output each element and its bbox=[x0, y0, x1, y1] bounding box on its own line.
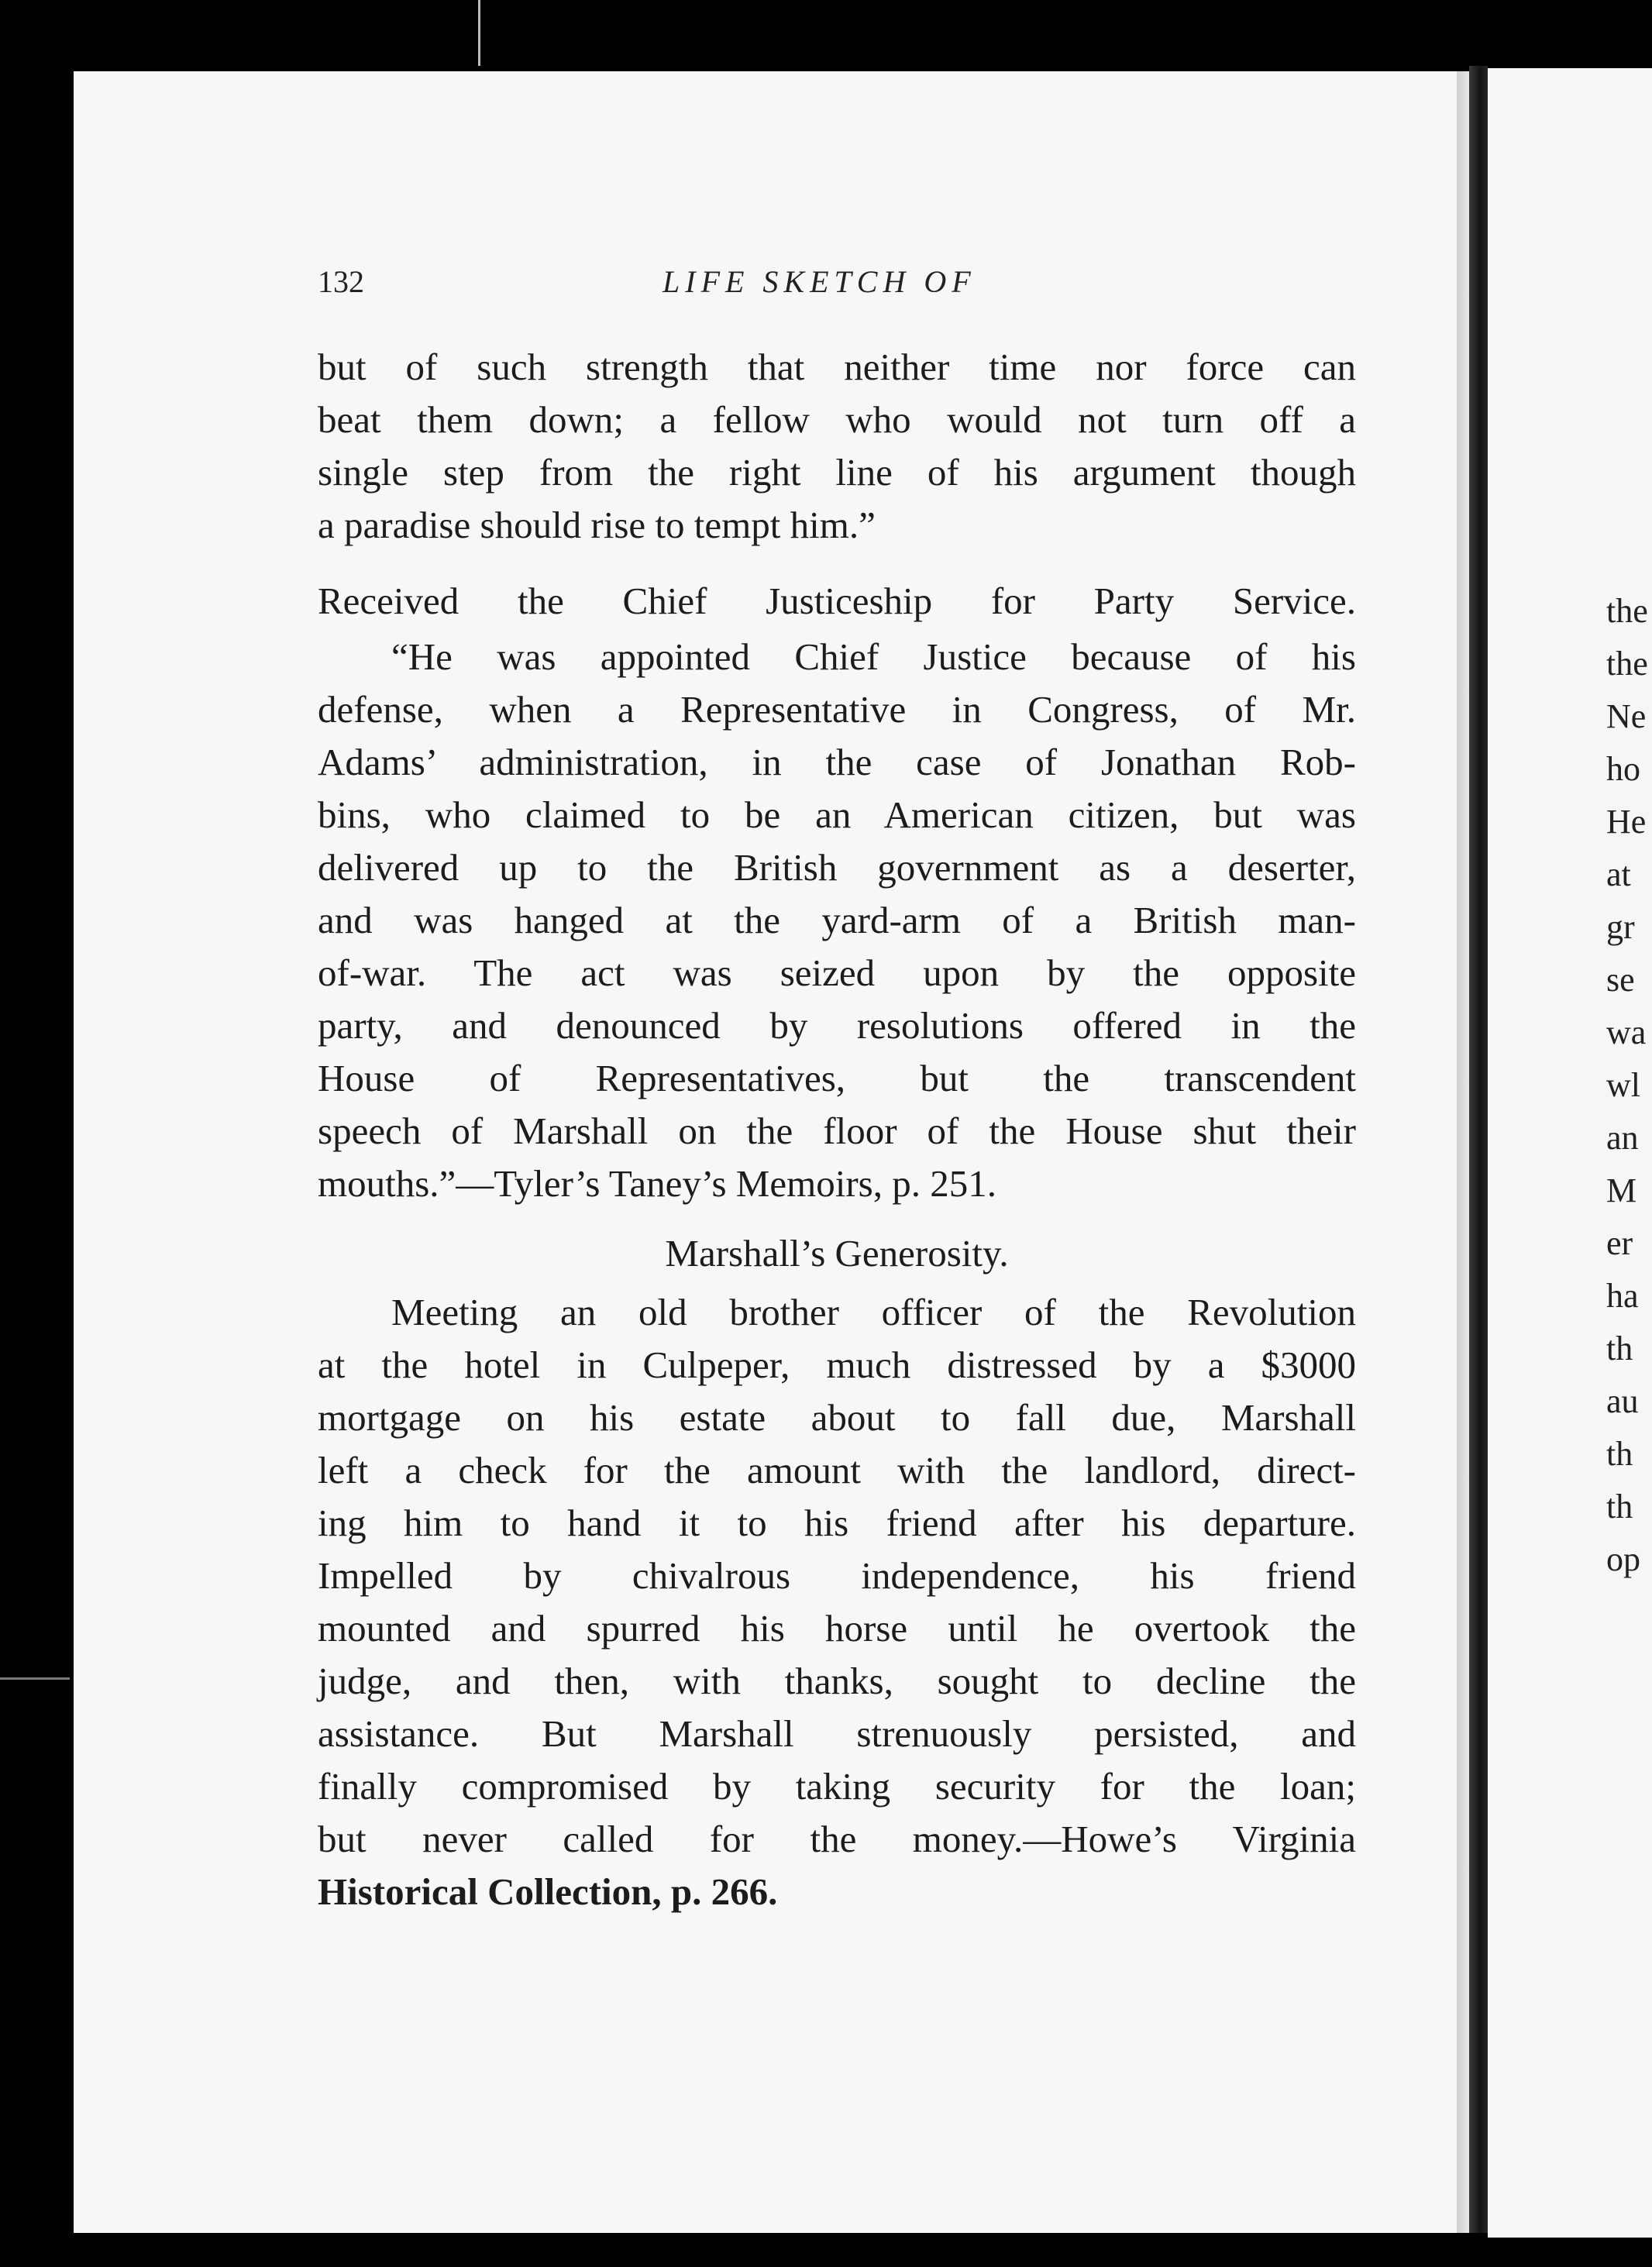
running-head bbox=[318, 263, 1356, 318]
fragment-text: th bbox=[1606, 1488, 1633, 1526]
page-gutter bbox=[1457, 71, 1469, 2233]
section-heading: Marshall’s Generosity. bbox=[665, 1232, 1009, 1275]
fragment-text: au bbox=[1606, 1382, 1639, 1420]
page-body bbox=[318, 341, 1356, 1918]
fragment-text: at bbox=[1606, 855, 1631, 893]
body-line: finally compromised by taking security for the loan; bbox=[318, 1765, 1356, 1808]
body-line: mounted and spurred his horse until he overtook the bbox=[318, 1607, 1356, 1650]
body-line: delivered up to the British government as a deserter, bbox=[318, 846, 1356, 889]
fragment-text: He bbox=[1606, 803, 1647, 841]
fragment-text: op bbox=[1606, 1540, 1640, 1578]
section-heading: Received the Chief Justiceship for Party Service. bbox=[318, 580, 1356, 622]
body-line: bins, who claimed to be an American citizen, but was bbox=[318, 793, 1356, 836]
film-scratch bbox=[478, 0, 480, 66]
fragment-text: the bbox=[1606, 592, 1648, 630]
body-line: Impelled by chivalrous independence, his friend bbox=[318, 1554, 1356, 1597]
fragment-text: wa bbox=[1606, 1013, 1647, 1051]
body-line: at the hotel in Culpeper, much distressed by a $3000 bbox=[318, 1343, 1356, 1386]
citation-line: Historical Collection, p. 266. bbox=[318, 1870, 778, 1913]
body-line: left a check for the amount with the landlord, direct- bbox=[318, 1449, 1356, 1491]
body-line: beat them down; a fellow who would not turn off a bbox=[318, 398, 1356, 441]
right-page-fragments bbox=[1606, 585, 1648, 1586]
body-line: speech of Marshall on the floor of the House shut their bbox=[318, 1109, 1356, 1152]
fragment-text: M bbox=[1606, 1171, 1637, 1209]
running-head-title: LIFE SKETCH OF bbox=[663, 264, 976, 299]
body-line: but never called for the money.—Howe’s Virginia bbox=[318, 1818, 1356, 1860]
body-line: single step from the right line of his argument though bbox=[318, 451, 1356, 494]
body-line: “He was appointed Chief Justice because of his bbox=[391, 635, 1356, 678]
fragment-text: the bbox=[1606, 645, 1648, 683]
body-line: judge, and then, with thanks, sought to decline the bbox=[318, 1660, 1356, 1702]
body-line: assistance. But Marshall strenuously persisted, and bbox=[318, 1712, 1356, 1755]
body-line: mortgage on his estate about to fall due, Marshall bbox=[318, 1396, 1356, 1439]
fragment-text: ha bbox=[1606, 1277, 1639, 1315]
film-edge-mark bbox=[0, 1677, 70, 1680]
body-line: party, and denounced by resolutions offered in the bbox=[318, 1004, 1356, 1047]
body-line: but of such strength that neither time nor force can bbox=[318, 346, 1356, 388]
fragment-text: se bbox=[1606, 961, 1635, 999]
fragment-text: er bbox=[1606, 1224, 1633, 1262]
fragment-text: Ne bbox=[1606, 697, 1647, 735]
body-line: Adams’ administration, in the case of Jonathan Rob- bbox=[318, 741, 1356, 783]
book-spine bbox=[1469, 66, 1488, 2233]
fragment-text: th bbox=[1606, 1330, 1633, 1367]
body-line: Meeting an old brother officer of the Revolution bbox=[391, 1291, 1356, 1333]
body-line: defense, when a Representative in Congress, of Mr. bbox=[318, 688, 1356, 731]
body-line: House of Representatives, but the transcendent bbox=[318, 1057, 1356, 1099]
fragment-text: an bbox=[1606, 1119, 1639, 1157]
fragment-text: gr bbox=[1606, 908, 1635, 946]
fragment-text: th bbox=[1606, 1435, 1633, 1473]
body-line: a paradise should rise to tempt him.” bbox=[318, 504, 876, 546]
fragment-text: ho bbox=[1606, 750, 1640, 788]
fragment-text: wl bbox=[1606, 1066, 1640, 1104]
body-line: and was hanged at the yard-arm of a British man- bbox=[318, 899, 1356, 941]
page-number: 132 bbox=[318, 264, 364, 299]
body-line: ing him to hand it to his friend after his departure. bbox=[318, 1502, 1356, 1544]
body-line: mouths.”—Tyler’s Taney’s Memoirs, p. 251. bbox=[318, 1162, 996, 1205]
body-line: of-war. The act was seized upon by the opposite bbox=[318, 951, 1356, 994]
